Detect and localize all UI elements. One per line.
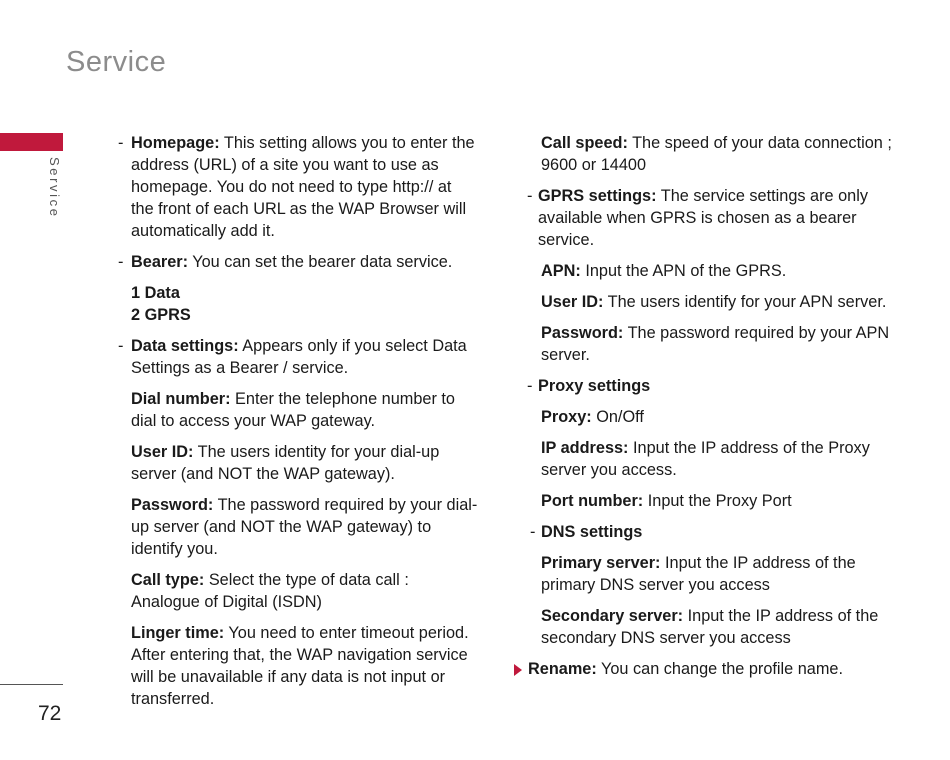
password-label: Password: — [131, 496, 214, 514]
bearer-label: Bearer: — [131, 253, 189, 271]
dial-number-item — [118, 388, 478, 432]
user-id-text: The users identity for your dial-up server (and NOT the WAP gateway). — [131, 443, 440, 483]
secondary-server-text: Input the IP address of the secondary DNS server you access — [541, 607, 879, 647]
primary-server-label: Primary server: — [541, 554, 661, 572]
ip-address-label: IP address: — [541, 439, 629, 457]
apn-password-text: The password required by your APN server. — [541, 324, 890, 364]
proxy-text: On/Off — [591, 408, 644, 426]
proxy-item — [512, 406, 892, 428]
call-type-label: Call type: — [131, 571, 205, 589]
homepage-label: Homepage: — [131, 134, 220, 152]
bearer-item — [118, 251, 478, 273]
secondary-server-label: Secondary server: — [541, 607, 684, 625]
dash-marker: - — [118, 253, 124, 271]
dash-marker: - — [530, 523, 536, 541]
linger-time-label: Linger time: — [131, 624, 225, 642]
port-number-item — [512, 490, 892, 512]
dial-number-text: Enter the telephone number to dial to access your WAP gateway. — [131, 390, 455, 430]
password-item — [118, 494, 478, 560]
user-id-item — [118, 441, 478, 485]
call-speed-label: Call speed: — [541, 134, 628, 152]
proxy-label: Proxy: — [541, 408, 592, 426]
call-type-item — [118, 569, 478, 613]
secondary-server-item — [512, 605, 892, 649]
dns-settings-label: DNS settings — [541, 523, 643, 541]
dash-marker: - — [118, 134, 124, 152]
apn-user-id-text: The users identify for your APN server. — [603, 293, 887, 311]
proxy-settings-item — [512, 375, 892, 397]
call-speed-text: The speed of your data connection ; 9600 or 14400 — [541, 134, 892, 174]
apn-user-id-item — [512, 291, 892, 313]
side-tab-marker — [0, 133, 63, 151]
dial-number-label: Dial number: — [131, 390, 231, 408]
linger-time-item — [118, 622, 478, 710]
data-settings-text: Appears only if you select Data Settings as a Bearer / service. — [131, 337, 467, 377]
call-type-text: Select the type of data call : Analogue of Digital (ISDN) — [131, 571, 409, 611]
linger-time-text: You need to enter timeout period. After entering that, the WAP navigation service will be unavailable if any data is not input or transferred. — [131, 624, 469, 708]
primary-server-text: Input the IP address of the primary DNS server you access — [541, 554, 856, 594]
right-column — [512, 132, 892, 689]
homepage-text: This setting allows you to enter the address (URL) of a site you want to use as homepage. You do not need to type http:// at the front of each URL as the WAP Browser will automatically add it. — [131, 134, 475, 240]
page-title: Service — [66, 46, 167, 78]
homepage-item — [118, 132, 478, 242]
password-text: The password required by your dial-up server (and NOT the WAP gateway) to identify you. — [131, 496, 478, 558]
apn-password-item — [512, 322, 892, 366]
dash-marker: - — [527, 187, 533, 205]
rename-text: You can change the profile name. — [596, 660, 843, 678]
page-number: 72 — [38, 702, 62, 725]
apn-password-label: Password: — [541, 324, 624, 342]
user-id-label: User ID: — [131, 443, 194, 461]
apn-label: APN: — [541, 262, 581, 280]
port-number-label: Port number: — [541, 492, 644, 510]
gprs-settings-label: GPRS settings: — [538, 187, 657, 205]
apn-user-id-label: User ID: — [541, 293, 604, 311]
side-section-label: Service — [47, 157, 62, 219]
call-speed-item — [512, 132, 892, 176]
dash-marker: - — [118, 337, 124, 355]
gprs-settings-text: The service settings are only available when GPRS is chosen as a bearer service. — [538, 187, 868, 249]
proxy-settings-label: Proxy settings — [538, 377, 651, 395]
port-number-text: Input the Proxy Port — [643, 492, 792, 510]
bearer-text: You can set the bearer data service. — [188, 253, 453, 271]
left-column — [118, 132, 478, 719]
data-settings-label: Data settings: — [131, 337, 239, 355]
rename-label: Rename: — [528, 660, 597, 678]
apn-text: Input the APN of the GPRS. — [580, 262, 787, 280]
primary-server-item — [512, 552, 892, 596]
data-settings-item — [118, 335, 478, 379]
dash-marker: - — [527, 377, 533, 395]
gprs-settings-item — [512, 185, 892, 251]
triangle-right-icon — [514, 664, 522, 676]
bearer-option-gprs: 2 GPRS — [131, 306, 191, 324]
apn-item — [512, 260, 892, 282]
ip-address-item — [512, 437, 892, 481]
dns-settings-item — [512, 521, 892, 543]
rename-item — [512, 658, 892, 680]
ip-address-text: Input the IP address of the Proxy server you access. — [541, 439, 870, 479]
footer-rule — [0, 684, 63, 685]
bearer-option-data: 1 Data — [131, 284, 180, 302]
